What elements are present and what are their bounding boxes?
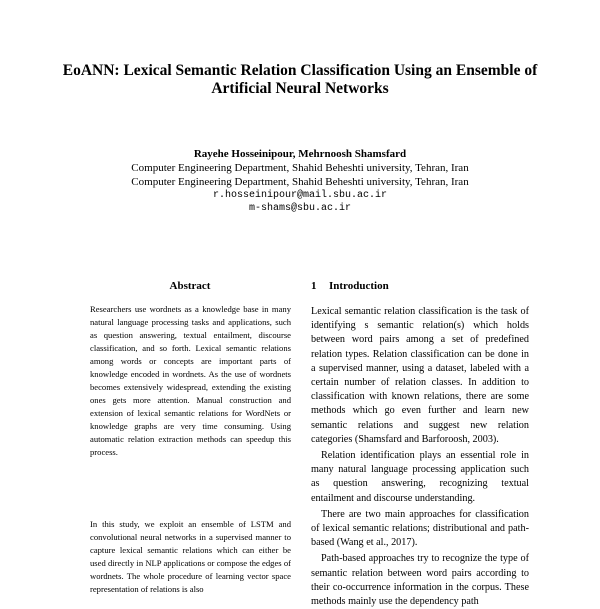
abstract-paragraph-1: Researchers use wordnets as a knowledge base in many natural language processing tasks and applications, such as question answering, textual entailment, discourse classification, and so forth. Lexical semantic relations among words or concepts are important parts of knowledge encoded in wordnets. As the use of wordnets becomes extensively widespread, extending the existing ones gets more attention. Manual construction and extension of lexical semantic relations for WordNets or knowledge graphs are very time consuming. Using automatic relation extraction methods can speedup this process. [90,304,291,457]
abstract-body [90,303,291,459]
email-1: r.hosseinipour@mail.sbu.ac.ir [212,190,388,201]
email-2: m-shams@sbu.ac.ir [248,203,352,214]
paper-title: EoANN: Lexical Semantic Relation Classification Using an Ensemble of Artificial Neural Networks [62,62,538,97]
intro-paragraph-4: Path-based approaches try to recognize the type of semantic relation between word pairs according to their co-occurrence information in the corpus. These methods mainly use the dependency path [311,553,529,608]
intro-paragraph-1: Lexical semantic relation classification is the task of identifying s semantic relation(s) which holds between word pairs among a set of predefined relation types. Relation classification can be done in a supervised manner, using a dataset, labeled with a certain number of relation classes. In addition to classification with known relations, there are some methods which go even further and learn new semantic relations and suggest new relation categories (Shamsfard and Barforoosh, 2003). [311,306,529,445]
abstract-heading: Abstract [169,280,211,292]
section-number: 1 [311,280,317,292]
abstract-paragraph-2: In this study, we exploit an ensemble of LSTM and convolutional neural networks in a supervised manner to capture lexical semantic relations which can either be used directly in NLP applications or compose the edges of wordnets. The whole procedure of learning vector space representation of relations is also [90,519,291,594]
affiliation-2: Computer Engineering Department, Shahid Beheshti university, Tehran, Iran [131,176,469,188]
intro-paragraph-3: There are two main approaches for classification of lexical semantic relations; distributional and path-based (Wang et al., 2017). [311,508,529,549]
abstract-body-2 [90,518,291,600]
section-title: Introduction [329,280,389,292]
introduction-heading [311,280,389,292]
paper-authors: Rayehe Hosseinipour, Mehrnoosh Shamsfard [193,148,407,160]
introduction-body [311,305,529,608]
intro-paragraph-2: Relation identification plays an essential role in many natural language processing application such as question answering, recognizing textual entailment and discourse understanding. [311,450,529,504]
affiliation-1: Computer Engineering Department, Shahid Beheshti university, Tehran, Iran [131,162,469,174]
